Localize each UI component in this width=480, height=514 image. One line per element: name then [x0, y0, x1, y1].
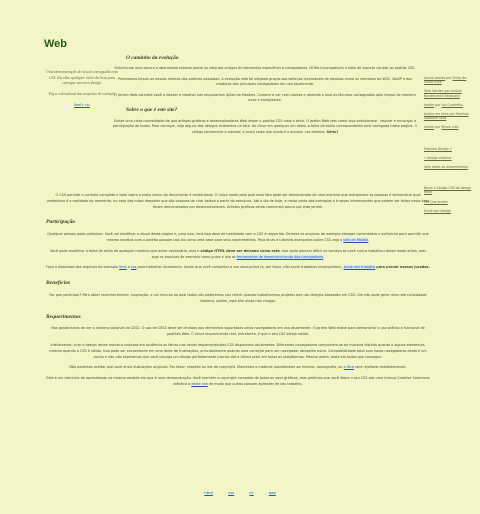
section-heading-benefits: Benefícios — [46, 280, 71, 287]
design-list-item[interactable]: Jardim em tinta por Marinus Sabadim Sera — [424, 112, 469, 121]
design-list-sidebar — [424, 76, 476, 218]
download-links: html e css — [74, 102, 90, 108]
footer-cc-link[interactable]: cc — [249, 490, 254, 495]
why-garden-link[interactable]: Por Que Jardim — [424, 199, 448, 204]
section-heading-requirements: Requerimentos — [46, 313, 81, 320]
about-emphasis: Sério! — [326, 129, 339, 134]
submit-design-link[interactable]: Envie seu design — [424, 208, 452, 213]
evolution-paragraph-1: Entulhando uma escura e abarrotada estrada jazem as relíquias antigas de elementos específicos a navegadores, DOMs incompatíveis e falta de suporte correto ao padrão CSS. — [114, 66, 416, 71]
download-html-link[interactable]: html — [74, 102, 82, 108]
participation-paragraph-3: Faça o download dos arquivos de exemplo html e css para trabalhar localmente. Assim que você completar a sua obra-prima (e, por favor, não envie trabalhos incompletos!), envie seu trabalho para provar nossos jurados. — [46, 265, 430, 270]
download-css-file-link[interactable]: Baixe o código CSS do design atual — [424, 186, 472, 195]
requirements-paragraph-1: Nos gostaríamos de ver o máximo possível de CSS2. O uso de CSS3 deve ser limitado aos elementos suportados pelos navegadores em uso atualmente. O Jardim Web existe para demonstrar o uso prático e funcional de padrões Web. O único requerimento real, entretanto, é que o seu CSS esteja válido. — [51, 326, 425, 337]
download-text: Faça o download dos arquivos de exemplo — [48, 91, 116, 96]
design-list-item[interactable]: Jardim por Ivo Quartetto — [424, 102, 463, 107]
footer — [0, 490, 480, 495]
previous-design-link[interactable]: « Design anterior — [424, 155, 452, 160]
design-list-item[interactable]: Janela aberta por Emily da Costa Silva — [424, 76, 467, 85]
section-heading-about: Sobre o que é este site? — [126, 107, 178, 114]
license-link[interactable]: deste site — [191, 381, 208, 386]
footer-css-link[interactable]: css — [228, 490, 235, 495]
download-css-link[interactable]: css — [85, 102, 90, 108]
mozilla-link[interactable]: sitio da Mozilla — [343, 237, 369, 242]
example-css-link[interactable]: css — [131, 265, 137, 270]
intro-text: Uma demonstração do visual conseguido com CSS. Escolha qualquer estilo da lista para carregar um novo design. — [46, 70, 118, 86]
view-all-designs-link[interactable]: Veja todos os experimentos — [424, 165, 469, 170]
section-heading-participation: Participação — [46, 219, 76, 226]
example-html-link[interactable]: html — [119, 265, 127, 270]
about-paragraph: Existe uma clara necessidade de que artistas gráficos e desenvolvedores Web levem o padrão CSS mais a sério. O Jardim Web tem como alvo entusiasmar, inspirar e encorajar a participação de todos. Para começar, veja alguns dos designs existentes na lista. Ao clicar em qualquer um deles, a folha de estilo correspondente será carregada nesta página. O código permanece o mesmo; a única coisa que muda é o arquivo .css externo. Sério! — [112, 118, 418, 134]
evolution-paragraph-3: O Jardim Web concede você a relaxar e resolhar nas importantes lições do Mestres. Comece a ver com clareza e aprenda a usar as técnicas consagradas pelo tempo de maneira nova e energizante. — [114, 92, 416, 103]
requirements-paragraph-4: Este é um exercício de aprendizado na mesma medida em que é uma demonstração. Você mantém o copyright completo de todos os seus gráficos, mas pedimos que você libere o seu CSS sob uma licença Creative Commons idêntica à deste site de modo que outros possam aprender de seu trabalho. — [46, 376, 430, 386]
wide-content — [46, 193, 430, 393]
requirements-paragraph-3: Não podemos aceitar que você envie ilustrações originais. Por favor, respeite as leis de copyright. Mantenha o material questionável ao mínimo: pornografia, ou crítica será rejeitado imediatamente. — [69, 365, 407, 370]
requirements-paragraph-2: Infelizmente, criar o design desse maneira colocará em evidência as falhas nas várias implementações CSS disponíveis atualmente. Diferentes navegadores comportam-se de maneira distinta quanto a alguns elementos, mesmo quando o CSS é válido. Isso pode ser conveniente em uma fonte de frustrações, principalmente quando uma correção para um navegador atrapalha outro. Compatibilidade total com todos navegadores ainda é um sonho e não não esperamos que você consiga um design perfeitamente preciso até a última pixel em todas as plataformas. Mesmo assim, teste em todas que conseguir. — [49, 342, 427, 359]
benefits-paragraph: Por que participar? Para obter reconhecimento, inspiração, e um recurso ao qual todos nós poderemos nos referir quando trabalharmos projetos que use designs baseados em CSS. Um site pode gerar uma real curiosidade histórica, porém, este site ainda não chegou. — [49, 292, 427, 303]
devtools-link[interactable]: ferramentas de desenvolvimento dos navegadores — [236, 254, 324, 259]
footer-html-link[interactable]: html — [204, 490, 213, 495]
design-list-item[interactable]: Web Garden por Juliano Bandeirante Bellacasa — [424, 89, 462, 98]
participation-paragraph-1: Qualquer pessoa pode participar. Você vai modificar o visual desta página e, para isso, uma boa dose de habilidade com o CSS é requerida. Embora os arquivos de exemplo estejam comentados o suficiente para permitir que mesmo novatos com o padrão possam usá-los como uma base para seus experimentos. Para dicas e tutoriais avançados sobre CSS veja o sitio da Mozilla. — [47, 232, 429, 242]
next-design-link[interactable]: Próximo Design » — [424, 146, 452, 151]
evolution-paragraph-2: Precisamos limpar as nossas mentes das práticas passadas. A evolução web foi elegada graças aos esforços incansáveis de pessoas como os membros do W3C, WaSP e dos criadores dos principais navegadores em uso atualmente. — [117, 76, 413, 87]
critique-link[interactable]: crítica — [343, 365, 355, 370]
submit-work-link[interactable]: envie seu trabalho — [343, 265, 376, 270]
design-list-item[interactable]: Jardim por Bruno Inês — [424, 125, 459, 130]
main-content — [112, 56, 418, 140]
section-heading-evolution: O caminho da evolução — [126, 55, 179, 61]
page-title: Web — [44, 38, 68, 50]
intro-sidebar — [44, 70, 120, 113]
footer-aaa-link[interactable]: aaa — [268, 490, 276, 495]
participation-paragraph-2: Você pode modificar a folha de estilo de qualquer maneira que achar necessária, mas o código HTML deve ser deixado como está. Isso pode parecer difícil no começo se você nunca trabalhou desse modo antes, mas siga os arquivos de exemplo como guias e leia as ferramentas de desenvolvimento dos navegadores. — [49, 248, 427, 259]
intro-paragraph: O CSS permite o controle completo e total sobre o estilo como um documento é renderizado. O único modo pelo qual essa fato pode ser demonstrado de uma maneira que entusiasme as pessoas é demonstrar qual verdadeira é a realidade do momento, no caso das mãos daqueles que são capazes de criar beleza a partir da estrutura. Até o dia de hoje, a maior parte dos exemplos e truques interessantes que podem ser feitos nesta área foram demonstrados por desenvolvedores. Artistas gráficos ainda caminham pouco por este jardim. — [46, 193, 430, 209]
